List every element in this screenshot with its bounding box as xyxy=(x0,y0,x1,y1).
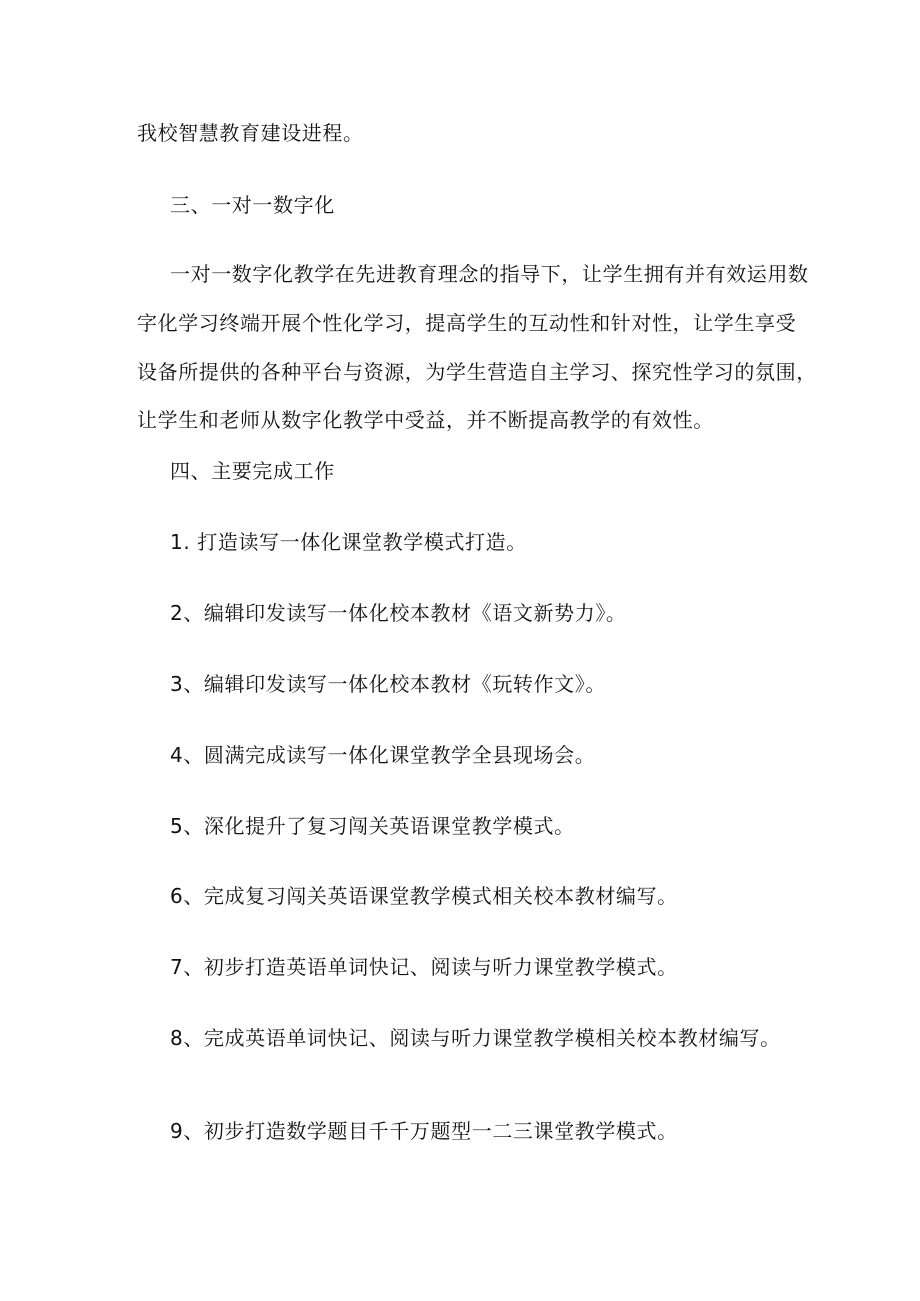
continuation-text: 我校智慧教育建设进程。 xyxy=(137,121,364,145)
list-item: 9、初步打造数学题目千千万题型一二三课堂教学模式。 xyxy=(170,1119,678,1143)
section-heading-3: 三、一对一数字化 xyxy=(170,193,335,217)
list-item: 5、深化提升了复习闯关英语课堂教学模式。 xyxy=(170,814,575,838)
section-heading-4: 四、主要完成工作 xyxy=(170,459,335,483)
list-item: 3、编辑印发读写一体化校本教材《玩转作文》。 xyxy=(170,672,606,696)
paragraph-line-3: 设备所提供的各种平台与资源，为学生营造自主学习、探究性学习的氛围， xyxy=(137,360,817,384)
paragraph-line-1: 一对一数字化教学在先进教育理念的指导下，让学生拥有并有效运用数 xyxy=(170,262,809,286)
list-item: 2、编辑印发读写一体化校本教材《语文新势力》。 xyxy=(170,601,627,625)
list-item: 8、完成英语单词快记、阅读与听力课堂教学模相关校本教材编写。 xyxy=(170,1026,781,1050)
paragraph-line-4: 让学生和老师从数字化教学中受益，并不断提高教学的有效性。 xyxy=(137,408,714,432)
list-item: 1. 打造读写一体化课堂教学模式打造。 xyxy=(170,530,527,554)
list-item: 6、完成复习闯关英语课堂教学模式相关校本教材编写。 xyxy=(170,884,678,908)
list-item: 4、圆满完成读写一体化课堂教学全县现场会。 xyxy=(170,743,596,767)
paragraph-line-2: 字化学习终端开展个性化学习，提高学生的互动性和针对性，让学生享受 xyxy=(137,311,797,335)
list-item: 7、初步打造英语单词快记、阅读与听力课堂教学模式。 xyxy=(170,955,678,979)
